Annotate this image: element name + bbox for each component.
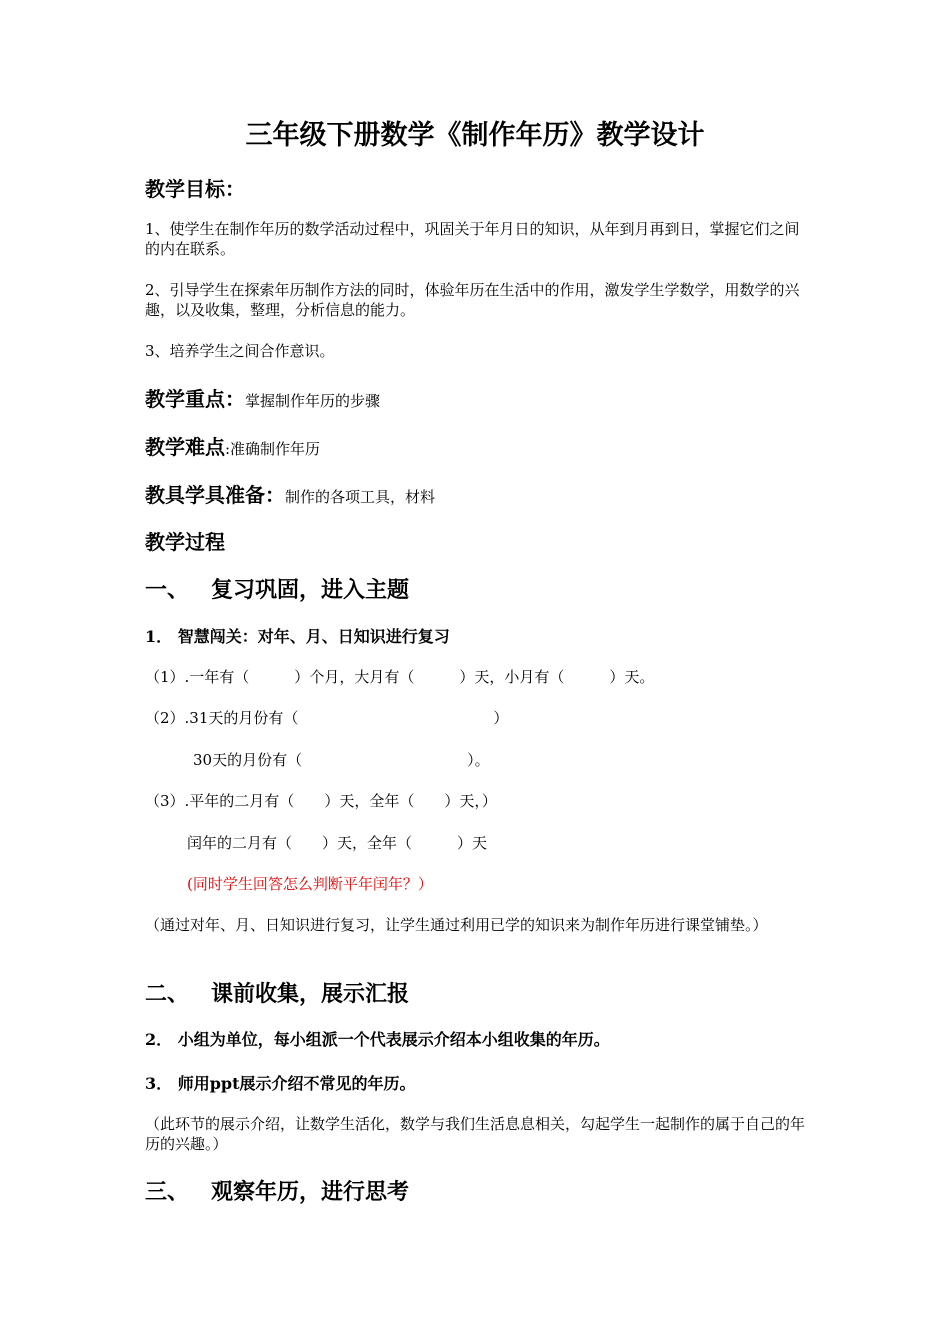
goal-3: 3、培养学生之间合作意识。 — [145, 342, 335, 360]
question-3b: 闰年的二月有（ ）天，全年（ ）天 — [187, 834, 488, 852]
section-1-heading — [145, 573, 409, 604]
section-2-item-3: 3． 师用ppt展示介绍不常见的年历。 — [145, 1074, 416, 1093]
goal-1: 1、使学生在制作年历的数学活动过程中，巩固关于年月日的知识，从年到月再到日，掌握它们之间的内在联系。 — [145, 220, 800, 258]
question-2b: 30天的月份有（ ）。 — [193, 751, 490, 769]
goal-2: 2、引导学生在探索年历制作方法的同时，体验年历在生活中的作用，激发学生学数学，用数学的兴趣，以及收集，整理，分析信息的能力。 — [145, 281, 800, 319]
tools-heading: 教具学具准备： — [145, 483, 285, 507]
question-2: （2）.31天的月份有（ ） — [145, 709, 509, 727]
section-1-note: （通过对年、月、日知识进行复习，让学生通过利用已学的知识来为制作年历进行课堂铺垫。） — [145, 916, 768, 934]
key-point-text: 掌握制作年历的步骤 — [245, 392, 381, 410]
question-note: (同时学生回答怎么判断平年闰年？） — [187, 875, 433, 893]
section-1-number: 一、 — [145, 577, 190, 603]
section-2-number: 二、 — [145, 981, 190, 1007]
section-2-title: 课前收集，展示汇报 — [211, 981, 410, 1007]
tools-text: 制作的各项工具，材料 — [285, 488, 436, 506]
section-2-item-2: 2． 小组为单位，每小组派一个代表展示介绍本小组收集的年历。 — [145, 1030, 610, 1049]
process-heading: 教学过程 — [145, 530, 225, 554]
tools-line — [145, 479, 435, 508]
section-3-number: 三、 — [145, 1179, 190, 1205]
document-title: 三年级下册数学《制作年历》教学设计 — [245, 120, 705, 151]
difficulty-heading: 教学难点 — [145, 435, 225, 459]
section-1-title: 复习巩固，进入主题 — [211, 577, 410, 603]
key-point-line — [145, 383, 380, 412]
difficulty-text: :准确制作年历 — [225, 440, 321, 458]
section-2-heading — [145, 977, 409, 1008]
section-1-item-1: 1． 智慧闯关：对年、月、日知识进行复习 — [145, 627, 450, 646]
section-3-heading — [145, 1175, 409, 1206]
question-1: （1）.一年有（ ）个月，大月有（ ）天，小月有（ ）天。 — [145, 668, 655, 686]
question-3: （3）.平年的二月有（ ）天，全年（ ）天，） — [145, 792, 497, 810]
section-2-note: （此环节的展示介绍，让数学生活化，数学与我们生活息息相关，勾起学生一起制作的属于自己的年历的兴趣。） — [145, 1115, 806, 1153]
section-3-title: 观察年历，进行思考 — [211, 1179, 410, 1205]
difficulty-line — [145, 431, 320, 460]
key-point-heading: 教学重点： — [145, 387, 245, 411]
goals-heading: 教学目标： — [145, 177, 245, 201]
